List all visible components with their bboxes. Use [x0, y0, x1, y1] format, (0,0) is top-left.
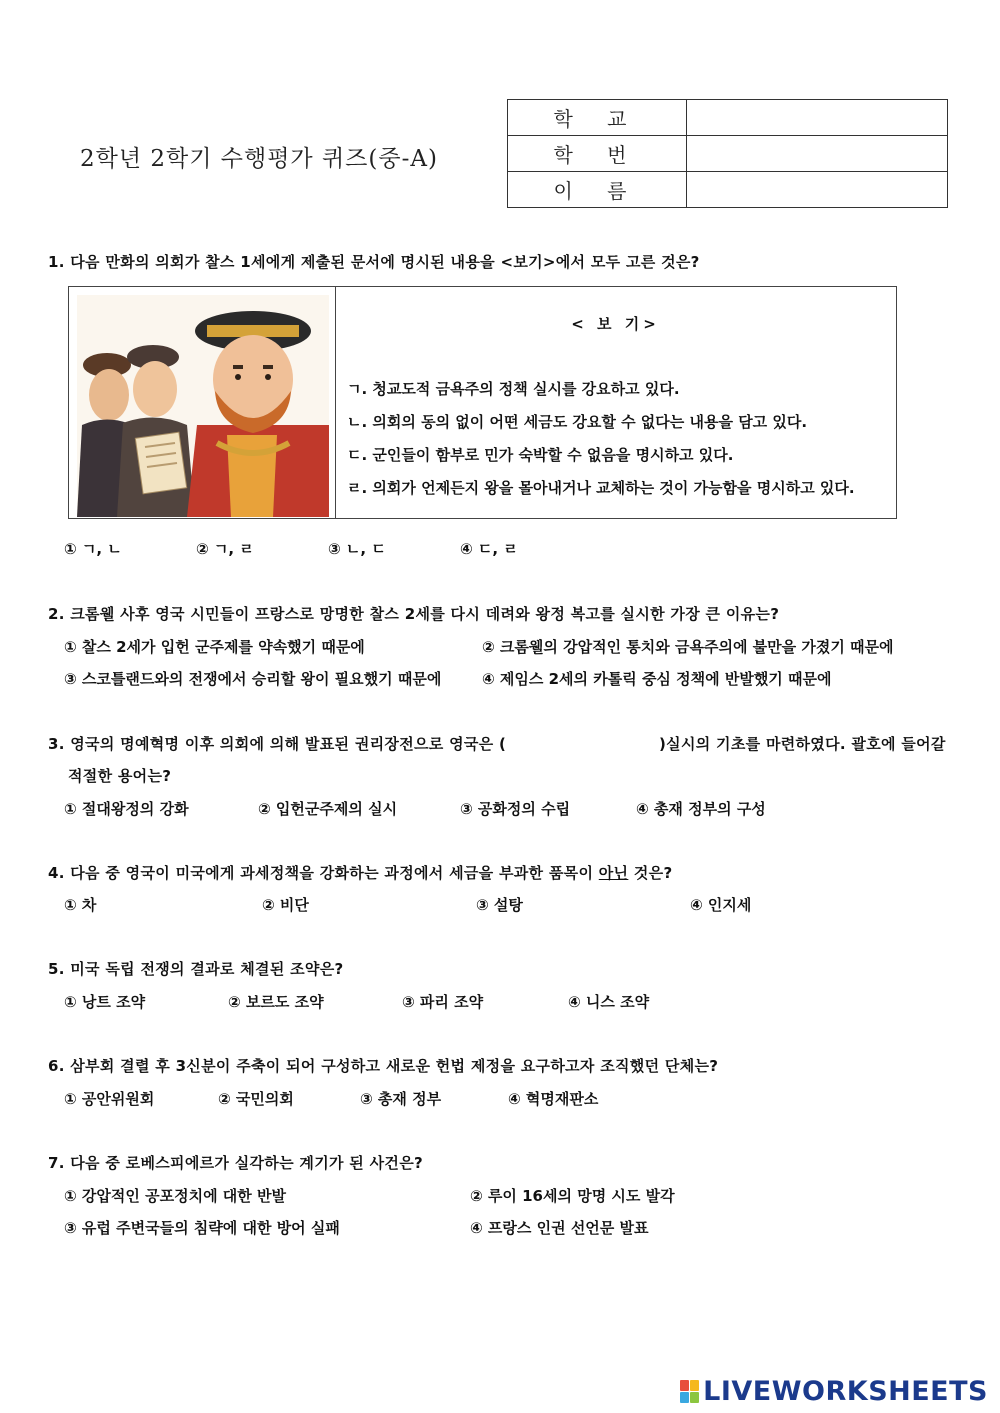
q1-option-2[interactable]: ② ㄱ, ㄹ — [196, 540, 254, 558]
question-4-text — [48, 862, 672, 883]
q3-option-3[interactable]: ③ 공화정의 수립 — [460, 800, 571, 818]
question-1-box — [68, 286, 897, 519]
question-1-text: 1. 다음 만화의 의회가 찰스 1세에게 제출된 문서에 명시된 내용을 <보기>에서 모두 고른 것은? — [48, 253, 700, 271]
name-label: 이 름 — [508, 172, 687, 208]
q6-option-4[interactable]: ④ 혁명재판소 — [508, 1090, 599, 1108]
question-4-text-a: 4. 다음 중 영국이 미국에게 과세정책을 강화하는 과정에서 세금을 부과한 품목이 — [48, 864, 599, 882]
q2-option-1[interactable]: ① 찰스 2세가 입헌 군주제를 약속했기 때문에 — [64, 638, 365, 656]
question-7-text: 7. 다음 중 로베스피에르가 실각하는 계기가 된 사건은? — [48, 1154, 423, 1172]
q5-option-4[interactable]: ④ 니스 조약 — [568, 993, 650, 1011]
q2-option-4[interactable]: ④ 제임스 2세의 카톨릭 중심 정책에 반발했기 때문에 — [482, 670, 832, 688]
question-4-negation: 아닌 — [598, 864, 629, 882]
school-field[interactable] — [687, 100, 948, 136]
q3-option-1[interactable]: ① 절대왕정의 강화 — [64, 800, 189, 818]
bogi-item-4: ㄹ. 의회가 언제든지 왕을 몰아내거나 교체하는 것이 가능함을 명시하고 있다. — [347, 479, 855, 497]
q7-option-3[interactable]: ③ 유럽 주변국들의 침략에 대한 방어 실패 — [64, 1219, 340, 1237]
q5-option-3[interactable]: ③ 파리 조약 — [402, 993, 484, 1011]
question-3-text-part2: )실시의 기초를 마련하였다. 괄호에 들어갈 — [659, 735, 946, 753]
q7-option-1[interactable]: ① 강압적인 공포정치에 대한 반발 — [64, 1187, 286, 1205]
q1-option-3[interactable]: ③ ㄴ, ㄷ — [328, 540, 386, 558]
q6-option-1[interactable]: ① 공안위원회 — [64, 1090, 155, 1108]
logo-text: LIVEWORKSHEETS — [703, 1376, 988, 1407]
bogi-item-3: ㄷ. 군인들이 함부로 민가 숙박할 수 없음을 명시하고 있다. — [347, 446, 734, 464]
q6-option-3[interactable]: ③ 총재 정부 — [360, 1090, 442, 1108]
school-label: 학 교 — [508, 100, 687, 136]
bogi-item-2: ㄴ. 의회의 동의 없이 어떤 세금도 강요할 수 없다는 내용을 담고 있다. — [347, 413, 808, 431]
q7-option-4[interactable]: ④ 프랑스 인권 선언문 발표 — [470, 1219, 649, 1237]
question-5-text: 5. 미국 독립 전쟁의 결과로 체결된 조약은? — [48, 960, 344, 978]
q2-option-2[interactable]: ② 크롬웰의 강압적인 통치와 금욕주의에 불만을 가졌기 때문에 — [482, 638, 894, 656]
q4-option-1[interactable]: ① 차 — [64, 896, 97, 914]
q5-option-1[interactable]: ① 낭트 조약 — [64, 993, 146, 1011]
king-cartoon-image — [77, 295, 329, 517]
q2-option-3[interactable]: ③ 스코틀랜드와의 전쟁에서 승리할 왕이 필요했기 때문에 — [64, 670, 442, 688]
q3-option-2[interactable]: ② 입헌군주제의 실시 — [258, 800, 398, 818]
question-6-text: 6. 삼부회 결렬 후 3신분이 주축이 되어 구성하고 새로운 헌법 제정을 요구하고자 조직했던 단체는? — [48, 1057, 719, 1075]
q7-option-2[interactable]: ② 루이 16세의 망명 시도 발각 — [470, 1187, 675, 1205]
q1-option-1[interactable]: ① ㄱ, ㄴ — [64, 540, 122, 558]
liveworksheets-logo — [680, 1376, 988, 1407]
student-number-field[interactable] — [687, 136, 948, 172]
q5-option-2[interactable]: ② 보르도 조약 — [228, 993, 324, 1011]
q3-option-4[interactable]: ④ 총재 정부의 구성 — [636, 800, 766, 818]
question-2-text: 2. 크롬웰 사후 영국 시민들이 프랑스로 망명한 찰스 2세를 다시 데려와 왕정 복고를 실시한 가장 큰 이유는? — [48, 605, 780, 623]
question-3-text-part1: 3. 영국의 명예혁명 이후 의회에 의해 발표된 권리장전으로 영국은 ( — [48, 735, 507, 753]
worksheet-title: 2학년 2학기 수행평가 퀴즈(중-A) — [80, 146, 438, 172]
q6-option-2[interactable]: ② 국민의회 — [218, 1090, 294, 1108]
q1-option-4[interactable]: ④ ㄷ, ㄹ — [460, 540, 518, 558]
student-info-table — [507, 99, 948, 208]
name-field[interactable] — [687, 172, 948, 208]
q4-option-3[interactable]: ③ 설탕 — [476, 896, 523, 914]
bogi-item-1: ㄱ. 청교도적 금욕주의 정책 실시를 강요하고 있다. — [347, 380, 680, 398]
logo-badge-icon — [680, 1380, 699, 1403]
q4-option-4[interactable]: ④ 인지세 — [690, 896, 752, 914]
bogi-title: < 보 기> — [571, 315, 660, 333]
q4-option-2[interactable]: ② 비단 — [262, 896, 309, 914]
question-4-text-b: 것은? — [628, 864, 673, 882]
question-3-text-line2: 적절한 용어는? — [68, 767, 172, 785]
student-number-label: 학 번 — [508, 136, 687, 172]
